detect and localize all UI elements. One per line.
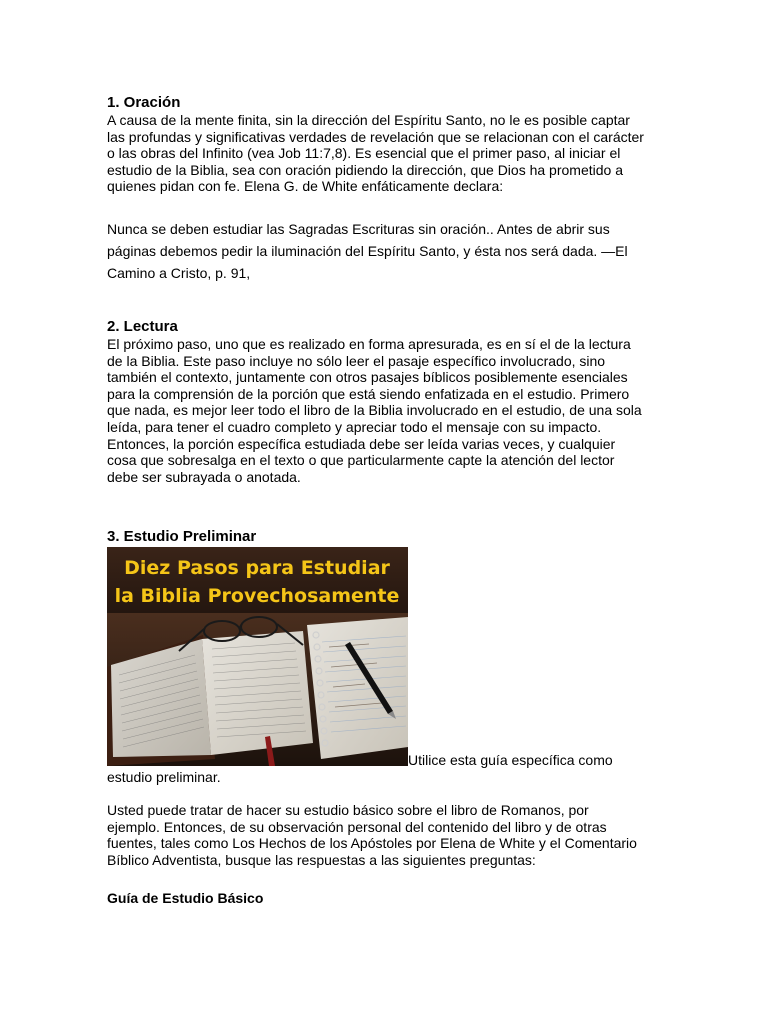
section-heading-estudio-preliminar: 3. Estudio Preliminar <box>107 528 257 545</box>
text-line: A causa de la mente finita, sin la dirección del Espíritu Santo, no le es posible captar <box>107 112 630 128</box>
text-line: que nada, es mejor leer todo el libro de la Biblia involucrado en el estudio, de una sola <box>107 402 642 419</box>
banner-line-2: la Biblia Provechosamente <box>114 585 400 607</box>
quote-line: Camino a Cristo, p. 91, <box>107 265 251 281</box>
text-line: para la comprensión de la porción que está siendo enfatizada en el estudio. Primero <box>107 385 630 402</box>
paragraph-estudio-preliminar <box>107 802 667 868</box>
paragraph-lectura <box>107 336 667 485</box>
text-line: leída, para tener el cuadro completo y apreciar todo el mensaje con su impacto. <box>107 418 602 435</box>
banner-line-1: Diez Pasos para Estudiar <box>124 557 390 579</box>
subheading-guia-estudio: Guía de Estudio Básico <box>107 890 264 906</box>
quote-white <box>107 218 667 284</box>
paragraph-oracion <box>107 112 667 195</box>
text-line: estudio de la Biblia, sea con oración pidiendo la dirección, que Dios ha prometido a <box>107 161 623 178</box>
text-line: o las obras del Infinito (vea Job 11:7,8). Es esencial que el primer paso, al iniciar el <box>107 145 621 162</box>
text-line: también el contexto, juntamente con otros pasajes bíblicos posiblemente esenciales <box>107 369 628 386</box>
bible-study-image <box>107 547 408 766</box>
bible-study-photo-icon <box>107 547 408 766</box>
figure-caption-tail: Utilice esta guía específica como <box>408 752 613 768</box>
quote-line: Nunca se deben estudiar las Sagradas Escrituras sin oración.. Antes de abrir sus <box>107 221 610 237</box>
text-line: Usted puede tratar de hacer su estudio básico sobre el libro de Romanos, por <box>107 802 589 818</box>
text-line: quienes pidan con fe. Elena G. de White enfáticamente declara: <box>107 178 504 195</box>
text-line: El próximo paso, uno que es realizado en forma apresurada, es en sí el de la lectura <box>107 336 631 352</box>
text-line: de la Biblia. Este paso incluye no sólo leer el pasaje específico involucrado, sino <box>107 352 606 369</box>
quote-line: páginas debemos pedir la iluminación del Espíritu Santo, y ésta nos será dada. —El <box>107 243 628 259</box>
text-line: ejemplo. Entonces, de su observación personal del contenido del libro y de otras <box>107 818 607 835</box>
text-line: Bíblico Adventista, busque las respuestas a las siguientes preguntas: <box>107 851 536 868</box>
text-line: cosa que sobresalga en el texto o que particularmente capte la atención del lector <box>107 452 615 469</box>
text-line: fuentes, tales como Los Hechos de los Apóstoles por Elena de White y el Comentario <box>107 835 637 852</box>
section-heading-oracion: 1. Oración <box>107 94 181 111</box>
text-line: debe ser subrayada o anotada. <box>107 468 301 485</box>
text-line: Entonces, la porción específica estudiada debe ser leída varias veces, y cualquier <box>107 435 616 452</box>
figure-caption-wrap: estudio preliminar. <box>107 769 221 785</box>
text-line: las profundas y significativas verdades de revelación que se relacionan con el carácter <box>107 128 644 145</box>
section-heading-lectura: 2. Lectura <box>107 318 178 335</box>
